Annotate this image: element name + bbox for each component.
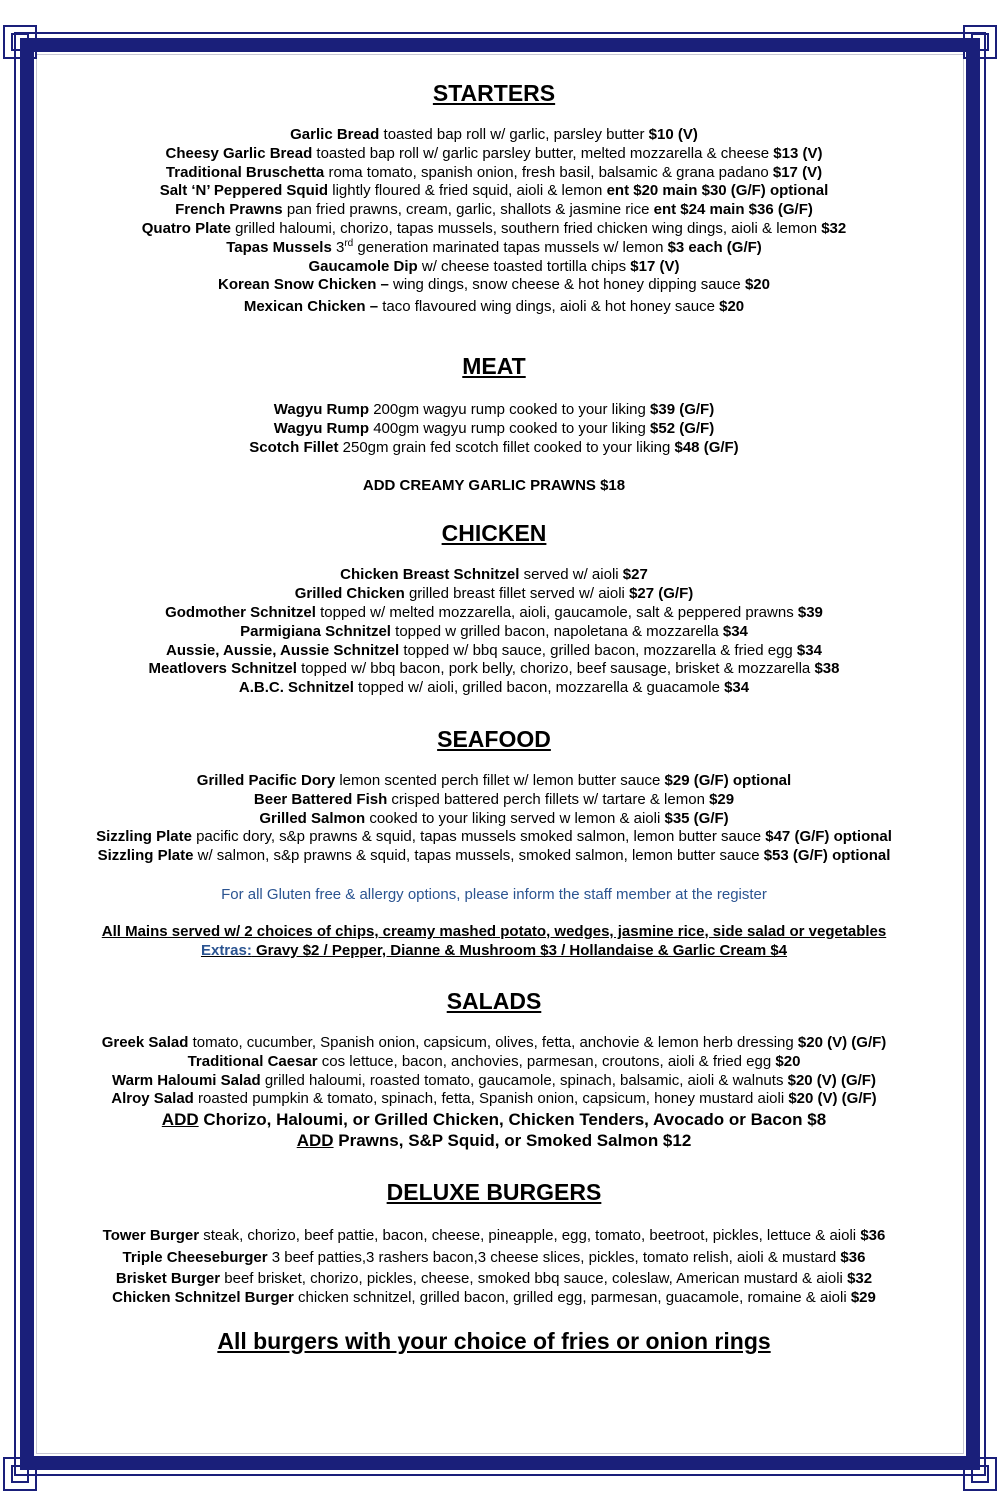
section-title: SEAFOOD — [437, 725, 551, 752]
section-title: CHICKEN — [441, 520, 547, 547]
item-price: $47 (G/F) optional — [765, 828, 892, 846]
item-desc: topped w/ aioli, grilled bacon, mozzarella & guacamole — [353, 679, 725, 697]
chicken-section — [44, 520, 944, 698]
item-desc: topped w/ melted mozzarella, aioli, gaucamole, salt & peppered prawns — [315, 603, 798, 621]
menu-item — [44, 810, 944, 829]
item-price: $32 — [821, 219, 847, 237]
item-desc: 200gm wagyu rump cooked to your liking — [369, 400, 651, 418]
section-title: MEAT — [462, 352, 526, 379]
item-name: Wagyu Rump — [273, 400, 370, 418]
item-price: $32 — [847, 1270, 873, 1288]
item-price: $34 — [724, 679, 750, 697]
allergy-note: For all Gluten free & allergy options, please inform the staff member at the register — [221, 885, 767, 903]
meat-section — [44, 353, 944, 495]
meat-addon: ADD CREAMY GARLIC PRAWNS $18 — [362, 477, 626, 495]
item-desc: cos lettuce, bacon, anchovies, parmesan, croutons, aioli & fried egg — [317, 1052, 776, 1070]
menu-item — [44, 828, 944, 847]
item-price: $29 — [850, 1289, 876, 1307]
item-desc: grilled breast fillet served w/ aioli — [404, 585, 630, 603]
item-name: Sizzling Plate — [97, 847, 194, 865]
menu-item — [44, 298, 944, 317]
starters-list — [44, 126, 944, 317]
section-title: DELUXE BURGERS — [386, 1179, 602, 1206]
item-price: $3 each (G/F) — [667, 238, 762, 256]
item-name: Wagyu Rump — [273, 419, 370, 437]
menu-item — [44, 1247, 944, 1269]
item-desc: roasted pumpkin & tomato, spinach, fetta, Spanish onion, capsicum, honey mustard aioli — [193, 1090, 789, 1108]
burgers-footer: All burgers with your choice of fries or onion rings — [217, 1327, 771, 1354]
item-desc: topped w grilled bacon, napoletana & mozzarella — [390, 622, 723, 640]
item-name: Scotch Fillet — [249, 438, 339, 456]
item-price: $17 (V) — [630, 257, 680, 275]
item-name: Cheesy Garlic Bread — [165, 144, 313, 162]
item-price: $20 (V) (G/F) — [797, 1033, 887, 1051]
menu-item — [44, 772, 944, 791]
item-desc: 250gm grain fed scotch fillet cooked to your liking — [338, 438, 675, 456]
item-price: $20 — [719, 298, 745, 316]
item-name: Greek Salad — [101, 1033, 189, 1051]
item-name: Grilled Salmon — [259, 809, 366, 827]
corner-ornament-icon — [962, 24, 998, 60]
extras-note — [44, 941, 944, 960]
menu-item — [44, 182, 944, 201]
menu-item — [44, 420, 944, 439]
menu-item — [44, 439, 944, 458]
item-price: $48 (G/F) — [674, 438, 739, 456]
addon-text: Chorizo, Haloumi, or Grilled Chicken, Chicken Tenders, Avocado or Bacon $8 — [198, 1110, 827, 1130]
menu-item — [44, 401, 944, 420]
item-name: Beer Battered Fish — [253, 790, 388, 808]
item-desc: pan fried prawns, cream, garlic, shallots & jasmine rice — [282, 201, 654, 219]
item-name: Warm Haloumi Salad — [112, 1071, 261, 1089]
item-desc: w/ cheese toasted tortilla chips — [417, 257, 631, 275]
item-name: Garlic Bread — [290, 126, 380, 143]
menu-item — [44, 1225, 944, 1247]
seafood-list — [44, 772, 944, 866]
item-price: $20 (V) (G/F) — [787, 1071, 876, 1089]
menu-item — [44, 585, 944, 604]
menu-item — [44, 1034, 944, 1053]
item-name: Alroy Salad — [111, 1090, 194, 1108]
salads-list — [44, 1034, 944, 1109]
menu-item — [44, 126, 944, 145]
menu-item — [44, 258, 944, 277]
item-desc: toasted bap roll w/ garlic, parsley butter — [379, 126, 649, 143]
burgers-section — [44, 1179, 944, 1354]
burgers-list — [44, 1225, 944, 1308]
item-desc: pacific dory, s&p prawns & squid, tapas mussels smoked salmon, lemon butter sauce — [191, 828, 766, 846]
item-name: Traditional Caesar — [187, 1052, 318, 1070]
item-price: $52 (G/F) — [650, 419, 715, 437]
item-price: $53 (G/F) optional — [763, 847, 891, 865]
menu-item — [44, 1072, 944, 1091]
item-price: $39 (G/F) — [650, 400, 715, 418]
item-price: $17 (V) — [772, 163, 823, 181]
item-price: $34 — [796, 641, 822, 659]
item-superscript: rd — [344, 237, 354, 249]
item-name: Salt ‘N’ Peppered Squid — [159, 182, 329, 200]
item-desc: wing dings, snow cheese & hot honey dipping sauce — [388, 276, 745, 294]
item-price: $29 (G/F) optional — [664, 771, 792, 789]
section-title: STARTERS — [432, 80, 556, 106]
corner-ornament-icon — [2, 1456, 38, 1492]
add-word: ADD — [161, 1110, 199, 1130]
item-price: $20 — [744, 276, 770, 294]
item-desc: roma tomato, spanish onion, fresh basil, balsamic & grana padano — [324, 163, 773, 181]
item-desc: topped w/ bbq sauce, grilled bacon, mozzarella & fried egg — [399, 641, 797, 659]
item-desc: steak, chorizo, beef pattie, bacon, cheese, pineapple, egg, tomato, beetroot, pickles, lettuce & aioli — [199, 1227, 861, 1245]
addon-text: Prawns, S&P Squid, or Smoked Salmon $12 — [333, 1131, 692, 1151]
salads-section — [44, 988, 944, 1151]
item-price: $27 (G/F) — [629, 585, 694, 603]
item-price: $35 (G/F) — [664, 809, 729, 827]
chicken-list — [44, 566, 944, 698]
item-name: Triple Cheeseburger — [122, 1249, 268, 1267]
item-price: ent $20 main $30 (G/F) optional — [606, 182, 829, 200]
item-price: $29 — [709, 790, 735, 808]
item-name: Traditional Bruschetta — [165, 163, 325, 181]
item-name: Parmigiana Schnitzel — [240, 622, 391, 640]
menu-item — [44, 1269, 944, 1289]
item-price: $36 — [840, 1249, 866, 1267]
menu-item — [44, 220, 944, 239]
item-desc: lightly floured & fried squid, aioli & lemon — [328, 182, 607, 200]
corner-ornament-icon — [962, 1456, 998, 1492]
menu-item — [44, 276, 944, 295]
item-name: Quatro Plate — [141, 219, 231, 237]
item-desc: 3 beef patties,3 rashers bacon,3 cheese slices, pickles, tomato relish, aioli & mustard — [267, 1249, 841, 1267]
section-title: SALADS — [446, 987, 542, 1014]
item-price: ent $24 main $36 (G/F) — [653, 201, 813, 219]
item-price: $20 — [775, 1052, 801, 1070]
item-price: $39 — [797, 603, 823, 621]
menu-item — [44, 623, 944, 642]
item-price: $34 — [722, 622, 748, 640]
menu-item — [44, 660, 944, 679]
item-price: $27 — [622, 566, 648, 584]
meat-list — [44, 401, 944, 457]
menu-item — [44, 642, 944, 661]
item-desc: cooked to your liking served w lemon & aioli — [365, 809, 665, 827]
item-name: Grilled Chicken — [294, 585, 405, 603]
item-desc: tomato, cucumber, Spanish onion, capsicum, olives, fetta, anchovie & lemon herb dressing — [188, 1033, 798, 1051]
item-desc: taco flavoured wing dings, aioli & hot honey sauce — [378, 298, 720, 316]
menu-item — [44, 1289, 944, 1308]
item-desc: grilled haloumi, roasted tomato, gaucamole, spinach, balsamic, aioli & walnuts — [260, 1071, 788, 1089]
item-name: Godmother Schnitzel — [165, 603, 316, 621]
item-desc: beef brisket, chorizo, pickles, cheese, smoked bbq sauce, coleslaw, American mustard & aioli — [220, 1270, 848, 1288]
corner-ornament-icon — [2, 24, 38, 60]
item-name: Mexican Chicken – — [243, 298, 379, 316]
item-desc: lemon scented perch fillet w/ lemon butter sauce — [335, 771, 665, 789]
item-desc: w/ salmon, s&p prawns & squid, tapas mussels, smoked salmon, lemon butter sauce — [193, 847, 764, 865]
item-price: $20 (V) (G/F) — [788, 1090, 877, 1108]
item-price: $36 — [860, 1227, 886, 1245]
item-desc: topped w/ bbq bacon, pork belly, chorizo, beef sausage, brisket & mozzarella — [296, 660, 815, 678]
item-desc: served w/ aioli — [519, 566, 623, 584]
item-name: Chicken Breast Schnitzel — [340, 566, 520, 584]
menu-item — [44, 201, 944, 220]
item-price: $10 (V) — [648, 126, 698, 143]
mains-note: All Mains served w/ 2 choices of chips, creamy mashed potato, wedges, jasmine rice, side salad or vegetables — [101, 922, 887, 940]
menu-item — [44, 604, 944, 623]
item-name: Korean Snow Chicken – — [218, 276, 389, 294]
menu-content — [44, 60, 944, 1354]
item-name: Gaucamole Dip — [308, 257, 418, 275]
menu-item — [44, 239, 944, 258]
item-price: $13 (V) — [773, 144, 823, 162]
item-name: Brisket Burger — [115, 1270, 221, 1288]
item-name: Tapas Mussels — [226, 238, 332, 256]
item-desc: 3 — [331, 238, 345, 256]
item-name: Meatlovers Schnitzel — [148, 660, 297, 678]
seafood-section — [44, 726, 944, 960]
item-name: Tower Burger — [102, 1227, 200, 1245]
item-desc: toasted bap roll w/ garlic parsley butter, melted mozzarella & cheese — [312, 144, 774, 162]
item-desc: crisped battered perch fillets w/ tartare & lemon — [387, 790, 710, 808]
extras-text: Gravy $2 / Pepper, Dianne & Mushroom $3 / Hollandaise & Garlic Cream $4 — [251, 941, 788, 959]
menu-item — [44, 164, 944, 183]
salad-addon-1 — [44, 1109, 944, 1130]
item-desc: generation marinated tapas mussels w/ lemon — [353, 238, 668, 256]
item-name: Grilled Pacific Dory — [196, 771, 336, 789]
menu-item — [44, 791, 944, 810]
salad-addon-2 — [44, 1130, 944, 1151]
item-desc: chicken schnitzel, grilled bacon, grilled egg, parmesan, guacamole, romaine & aioli — [293, 1289, 851, 1307]
add-word: ADD — [296, 1131, 334, 1151]
item-price: $38 — [814, 660, 840, 678]
menu-item — [44, 679, 944, 698]
item-name: A.B.C. Schnitzel — [238, 679, 354, 697]
item-desc: 400gm wagyu rump cooked to your liking — [369, 419, 651, 437]
item-name: French Prawns — [175, 201, 283, 219]
menu-item — [44, 1053, 944, 1072]
menu-item — [44, 566, 944, 585]
item-name: Sizzling Plate — [96, 828, 192, 846]
menu-item — [44, 1090, 944, 1109]
item-name: Aussie, Aussie, Aussie Schnitzel — [166, 641, 400, 659]
item-name: Chicken Schnitzel Burger — [112, 1289, 294, 1307]
menu-item — [44, 847, 944, 866]
menu-item — [44, 145, 944, 164]
item-desc: grilled haloumi, chorizo, tapas mussels, southern fried chicken wing dings, aioli & lemon — [230, 219, 822, 237]
extras-label: Extras: — [200, 941, 252, 959]
starters-section — [44, 80, 944, 317]
